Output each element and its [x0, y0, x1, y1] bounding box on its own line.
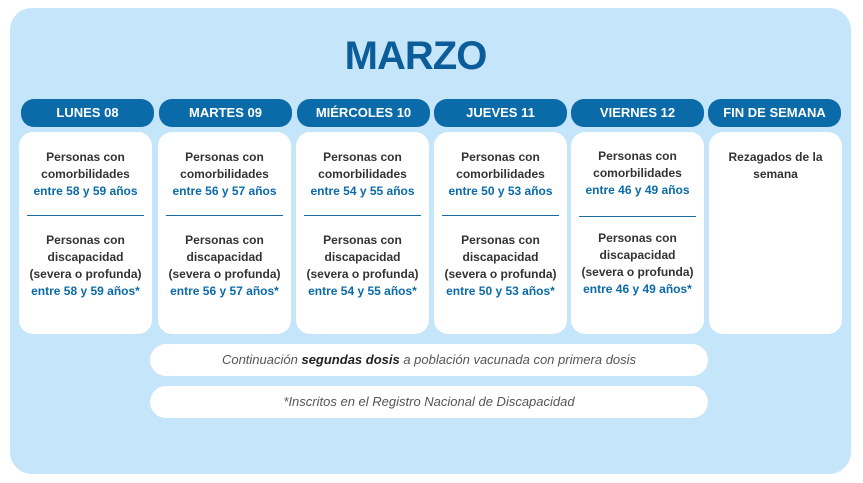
divider [304, 215, 421, 216]
group1-line: Personas con [598, 149, 677, 163]
group2-line: discapacidad [47, 250, 124, 264]
group2-line: (severa o profunda) [168, 267, 281, 281]
group2-line: Personas con [461, 233, 540, 247]
banner-text-after: a población vacunada con primera dosis [403, 352, 637, 367]
group1-line: comorbilidades [456, 167, 545, 181]
day-header-thursday: JUEVES 11 [434, 99, 567, 127]
weekend-line: semana [753, 167, 798, 181]
group1-line: comorbilidades [593, 166, 682, 180]
day-card-friday [571, 132, 704, 334]
group2-line: (severa o profunda) [306, 267, 419, 281]
divider [27, 215, 144, 216]
group2-line: discapacidad [186, 250, 263, 264]
group1-line: Personas con [46, 150, 125, 164]
group2-line: Personas con [46, 233, 125, 247]
registry-note-banner: *Inscritos en el Registro Nacional de Discapacidad [150, 386, 708, 418]
group1-line: Personas con [461, 150, 540, 164]
day-card-weekend [709, 132, 842, 334]
day-card-tuesday [158, 132, 291, 334]
group1-line: comorbilidades [41, 167, 130, 181]
group2-line: discapacidad [324, 250, 401, 264]
divider [442, 215, 559, 216]
group2-line: Personas con [323, 233, 402, 247]
age-range: entre 54 y 55 años* [308, 284, 417, 298]
group1-line: Personas con [185, 150, 264, 164]
group2-line: Personas con [185, 233, 264, 247]
age-range: entre 50 y 53 años* [446, 284, 555, 298]
day-card-monday [19, 132, 152, 334]
group2-line: Personas con [598, 231, 677, 245]
day-header-monday: LUNES 08 [21, 99, 154, 127]
day-card-thursday [434, 132, 567, 334]
day-header-tuesday: MARTES 09 [159, 99, 292, 127]
group1-line: comorbilidades [318, 167, 407, 181]
group2-line: discapacidad [599, 248, 676, 262]
divider [579, 216, 696, 217]
banner-text-before: Continuación [221, 352, 298, 367]
age-range: entre 54 y 55 años [310, 184, 415, 198]
age-range: entre 46 y 49 años* [583, 282, 692, 296]
group2-line: discapacidad [462, 250, 539, 264]
age-range: entre 58 y 59 años* [31, 284, 140, 298]
month-title: MARZO [344, 34, 487, 78]
group1-line: comorbilidades [180, 167, 269, 181]
second-dose-banner [150, 344, 708, 376]
age-range: entre 50 y 53 años [448, 184, 553, 198]
day-header-friday: VIERNES 12 [571, 99, 704, 127]
age-range: entre 56 y 57 años* [170, 284, 279, 298]
day-header-wednesday: MIÉRCOLES 10 [297, 99, 430, 127]
group1-line: Personas con [323, 150, 402, 164]
group2-line: (severa o profunda) [29, 267, 142, 281]
group2-line: (severa o profunda) [444, 267, 557, 281]
age-range: entre 56 y 57 años [172, 184, 277, 198]
day-header-weekend: FIN DE SEMANA [708, 99, 841, 127]
divider [166, 215, 283, 216]
group2-line: (severa o profunda) [581, 265, 694, 279]
age-range: entre 46 y 49 años [585, 183, 690, 197]
weekend-line: Rezagados de la [728, 150, 823, 164]
age-range: entre 58 y 59 años [33, 184, 138, 198]
day-card-wednesday [296, 132, 429, 334]
banner-text-bold: segundas dosis [301, 352, 400, 367]
schedule-panel [10, 8, 851, 474]
